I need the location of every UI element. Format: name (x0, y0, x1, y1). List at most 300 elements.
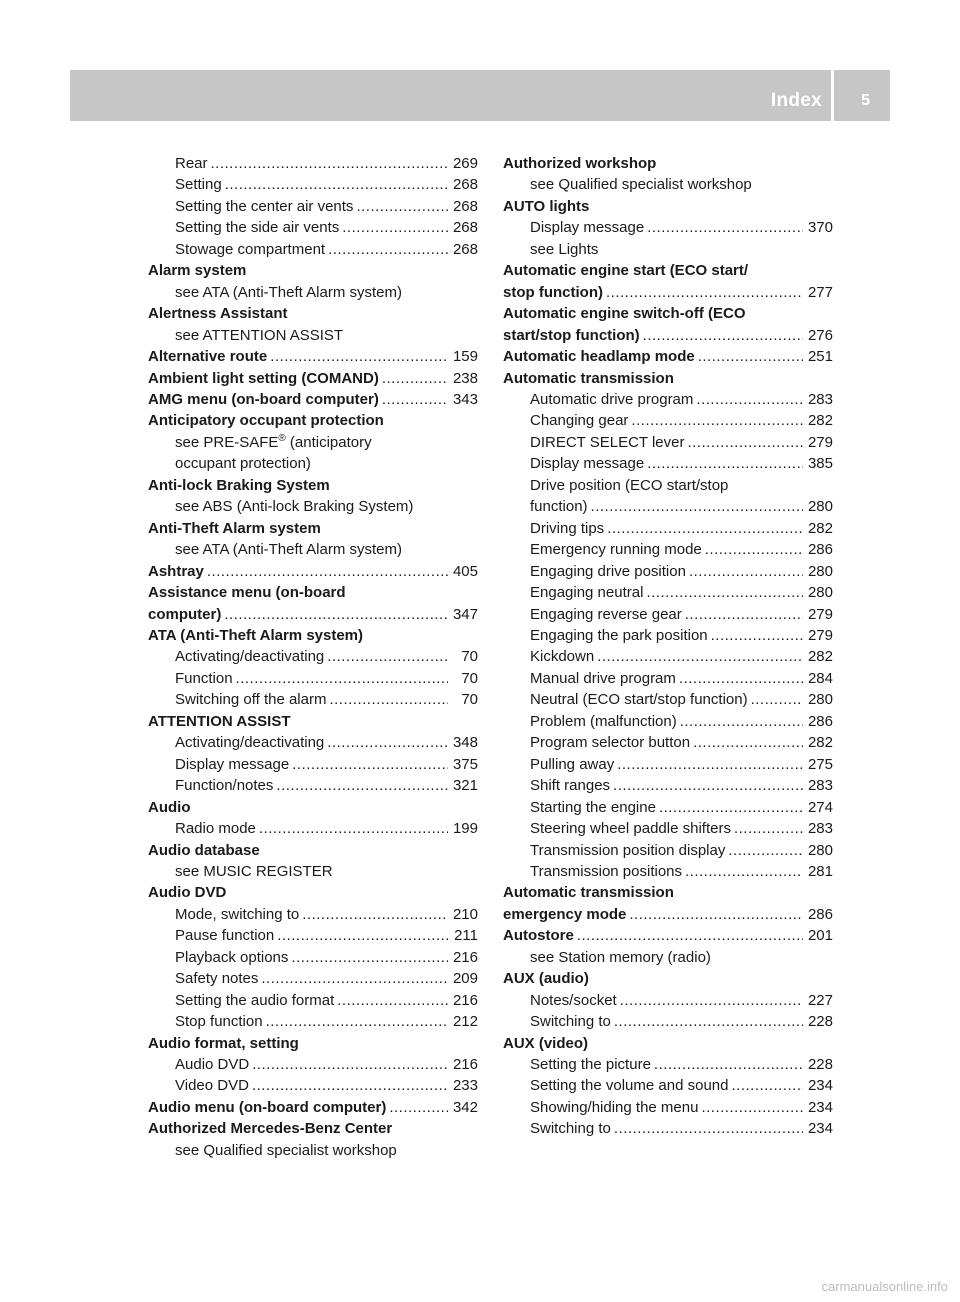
entry-label: see Qualified specialist workshop (175, 1141, 397, 1159)
entry-label: occupant protection) (175, 455, 311, 473)
entry-label: Stop function (175, 1013, 263, 1031)
page-reference[interactable]: 216 (452, 991, 478, 1009)
index-subentry (148, 1011, 478, 1032)
index-subentry (148, 689, 478, 710)
index-subentry (148, 775, 478, 796)
entry-label: Automatic transmission (503, 369, 674, 387)
entry-label: Manual drive program (530, 669, 676, 687)
index-subentry (503, 775, 833, 796)
dot-leader (679, 668, 803, 689)
index-subentry (503, 496, 833, 517)
dot-leader (693, 732, 803, 753)
page-reference[interactable]: 276 (807, 326, 833, 344)
index-subentry (503, 518, 833, 539)
dot-leader (225, 174, 448, 195)
dot-leader (356, 196, 448, 217)
index-subentry (503, 582, 833, 603)
page-reference[interactable]: 286 (807, 541, 833, 559)
page-reference[interactable]: 269 (452, 155, 478, 172)
page-reference[interactable]: 282 (807, 519, 833, 537)
entry-label: see ATTENTION ASSIST (175, 326, 344, 344)
page-reference[interactable]: 280 (807, 584, 833, 602)
entry-label: see ATA (Anti-Theft Alarm system) (175, 541, 403, 559)
entry-label: Alarm system (148, 262, 247, 280)
index-subentry (148, 453, 478, 474)
dot-leader (647, 217, 803, 238)
page-reference[interactable]: 279 (807, 605, 833, 623)
dot-leader (654, 1054, 803, 1075)
dot-leader (277, 925, 448, 946)
index-subentry (503, 754, 833, 775)
entry-label: Activating/deactivating (175, 648, 325, 666)
entry-label: Setting the side air vents (175, 219, 340, 237)
index-subentry (503, 239, 833, 260)
index-entry (148, 582, 478, 603)
index-entry (503, 325, 833, 346)
page-reference[interactable]: 268 (452, 176, 478, 194)
page-reference[interactable]: 211 (454, 927, 478, 945)
index-subentry (148, 174, 478, 195)
index-entry (148, 1033, 478, 1054)
index-entry (148, 561, 478, 582)
entry-label: AUX (video) (503, 1034, 589, 1052)
page-reference[interactable]: 348 (452, 734, 478, 752)
page-reference[interactable]: 70 (461, 669, 478, 687)
entry-label: Switching off the alarm (175, 691, 327, 709)
index-entry (503, 1033, 833, 1054)
dot-leader (696, 389, 803, 410)
dot-leader (705, 539, 803, 560)
page-reference[interactable]: 233 (452, 1077, 478, 1095)
page-reference[interactable]: 405 (452, 562, 478, 580)
index-subentry (503, 668, 833, 689)
dot-leader (266, 1011, 448, 1032)
dot-leader (698, 346, 803, 367)
entry-label: Pause function (175, 927, 275, 945)
index-entry (503, 346, 833, 367)
dot-leader (261, 968, 448, 989)
page-reference[interactable]: 209 (452, 970, 478, 988)
index-entry (503, 196, 833, 217)
entry-label: Automatic headlamp mode (503, 348, 695, 366)
index-subentry (148, 732, 478, 753)
index-subentry (503, 711, 833, 732)
index-entry (503, 904, 833, 925)
index-subentry (503, 818, 833, 839)
page-reference[interactable]: 251 (807, 348, 833, 366)
index-subentry (148, 925, 478, 946)
page-reference[interactable]: 234 (807, 1098, 833, 1116)
entry-label: Radio mode (175, 820, 256, 838)
entry-label: Anti-Theft Alarm system (148, 519, 321, 537)
index-subentry (148, 196, 478, 217)
dot-leader (613, 775, 803, 796)
entry-label: Neutral (ECO start/stop function) (530, 691, 748, 709)
page-reference[interactable]: 286 (807, 905, 833, 923)
dot-leader (614, 1011, 803, 1032)
entry-label: Anticipatory occupant protection (148, 412, 384, 430)
dot-leader (577, 925, 803, 946)
index-subentry (503, 1011, 833, 1032)
entry-label: Engaging drive position (530, 562, 686, 580)
entry-label: Activating/deactivating (175, 734, 325, 752)
index-subentry (503, 689, 833, 710)
page-reference[interactable]: 227 (807, 991, 833, 1009)
page-reference[interactable]: 385 (807, 455, 833, 473)
entry-label: Transmission position display (530, 841, 726, 859)
entry-label: Switching to (530, 1120, 611, 1138)
index-subentry (148, 947, 478, 968)
dot-leader (382, 368, 448, 389)
dot-leader (302, 904, 448, 925)
index-subentry (503, 604, 833, 625)
index-subentry (503, 861, 833, 882)
dot-leader (646, 582, 803, 603)
entry-label: AUX (audio) (503, 970, 589, 988)
index-entry (148, 797, 478, 818)
entry-label: Kickdown (530, 648, 595, 666)
dot-leader (659, 797, 803, 818)
index-column-right (503, 153, 833, 1140)
index-subentry (503, 389, 833, 410)
entry-label: Setting (175, 176, 222, 194)
dot-leader (734, 818, 803, 839)
index-entry (148, 475, 478, 496)
index-entry (503, 368, 833, 389)
entry-label: Automatic drive program (530, 390, 694, 408)
entry-label: Program selector button (530, 734, 691, 752)
index-entry (503, 153, 833, 174)
index-subentry (148, 1054, 478, 1075)
page-reference[interactable]: 280 (807, 841, 833, 859)
index-entry (148, 518, 478, 539)
index-subentry (148, 646, 478, 667)
entry-label: Automatic engine switch-off (ECO (503, 305, 746, 323)
dot-leader (728, 840, 803, 861)
page-reference[interactable]: 216 (452, 948, 478, 966)
index-subentry (503, 1118, 833, 1139)
index-subentry (503, 174, 833, 195)
index-entry (148, 711, 478, 732)
index-subentry (503, 625, 833, 646)
index-subentry (503, 1054, 833, 1075)
entry-label: AUTO lights (503, 197, 590, 215)
dot-leader (337, 990, 448, 1011)
entry-label: ATA (Anti-Theft Alarm system) (148, 626, 364, 644)
dot-leader (276, 775, 448, 796)
index-column-left (148, 153, 478, 1161)
index-subentry (148, 904, 478, 925)
entry-label: Anti-lock Braking System (148, 476, 330, 494)
dot-leader (751, 689, 803, 710)
page-reference[interactable]: 370 (807, 219, 833, 237)
entry-label: Setting the picture (530, 1056, 651, 1074)
entry-label: Starting the engine (530, 798, 656, 816)
index-subentry (148, 239, 478, 260)
dot-leader (329, 689, 448, 710)
index-subentry (148, 432, 478, 453)
entry-label: Assistance menu (on-board (148, 584, 346, 602)
page-reference[interactable]: 343 (452, 390, 478, 408)
index-subentry (503, 410, 833, 431)
entry-label: AMG menu (on-board computer) (148, 390, 379, 408)
index-subentry (148, 968, 478, 989)
dot-leader (643, 325, 803, 346)
page-reference[interactable]: 281 (807, 862, 833, 880)
index-subentry (148, 861, 478, 882)
page-reference[interactable]: 283 (807, 390, 833, 408)
dot-leader (207, 561, 448, 582)
entry-label: Driving tips (530, 519, 605, 537)
index-subentry (503, 732, 833, 753)
page-reference[interactable]: 284 (807, 669, 833, 687)
entry-label: see Station memory (radio) (530, 948, 711, 966)
page-reference[interactable]: 212 (452, 1013, 478, 1031)
entry-label: Steering wheel paddle shifters (530, 820, 731, 838)
page-reference[interactable]: 228 (807, 1056, 833, 1074)
dot-leader (382, 389, 448, 410)
dot-leader (211, 153, 448, 174)
index-subentry (148, 990, 478, 1011)
entry-label: Ambient light setting (COMAND) (148, 369, 379, 387)
entry-label: computer) (148, 605, 222, 623)
entry-label: Rear (175, 155, 208, 172)
index-entry (148, 346, 478, 367)
entry-label: Setting the audio format (175, 991, 335, 1009)
page-number: 5 (861, 92, 870, 109)
index-subentry (148, 217, 478, 238)
index-subentry (503, 840, 833, 861)
dot-leader (731, 1075, 803, 1096)
entry-label: Function (175, 669, 233, 687)
index-subentry (503, 432, 833, 453)
index-entry (148, 1118, 478, 1139)
entry-label: see Lights (530, 240, 599, 258)
index-header-bar (70, 70, 890, 121)
page-reference[interactable]: 238 (452, 369, 478, 387)
entry-label: Setting the volume and sound (530, 1077, 729, 1095)
entry-label: Safety notes (175, 970, 259, 988)
entry-label: function) (530, 498, 588, 516)
index-subentry (148, 153, 478, 174)
dot-leader (701, 1097, 803, 1118)
page-reference[interactable]: 280 (807, 691, 833, 709)
dot-leader (224, 604, 448, 625)
page-reference[interactable]: 286 (807, 712, 833, 730)
page-reference[interactable]: 282 (807, 734, 833, 752)
entry-label: Audio menu (on-board computer) (148, 1098, 387, 1116)
index-entry (503, 968, 833, 989)
index-entry (148, 368, 478, 389)
entry-label: Automatic engine start (ECO start/ (503, 262, 749, 280)
entry-label: see Qualified specialist workshop (530, 176, 752, 194)
entry-label: Engaging the park position (530, 626, 708, 644)
page-reference[interactable]: 234 (807, 1077, 833, 1095)
index-entry (148, 840, 478, 861)
page-reference[interactable]: 283 (807, 777, 833, 795)
page-reference[interactable]: 268 (452, 197, 478, 215)
entry-label: Playback options (175, 948, 289, 966)
page-reference[interactable]: 277 (807, 283, 833, 301)
dot-leader (689, 561, 803, 582)
index-subentry (503, 947, 833, 968)
page-reference[interactable]: 234 (807, 1120, 833, 1138)
page-reference[interactable]: 280 (807, 498, 833, 516)
entry-label: Audio database (148, 841, 260, 859)
entry-label: Display message (175, 755, 290, 773)
dot-leader (292, 754, 448, 775)
page-reference[interactable]: 228 (807, 1013, 833, 1031)
index-entry (503, 282, 833, 303)
dot-leader (342, 217, 448, 238)
entry-label: emergency mode (503, 905, 627, 923)
dot-leader (614, 1118, 803, 1139)
watermark: carmanualsonline.info (821, 1279, 948, 1294)
index-subentry (148, 282, 478, 303)
page-reference[interactable]: 70 (461, 648, 478, 666)
index-subentry (503, 561, 833, 582)
index-subentry (503, 539, 833, 560)
entry-label: see ATA (Anti-Theft Alarm system) (175, 283, 403, 301)
entry-label: see MUSIC REGISTER (175, 862, 333, 880)
index-subentry (503, 990, 833, 1011)
dot-leader (620, 990, 803, 1011)
entry-label: Function/notes (175, 777, 274, 795)
index-entry (148, 625, 478, 646)
entry-label: Engaging neutral (530, 584, 644, 602)
header-divider (831, 70, 834, 121)
entry-label: Audio DVD (148, 884, 227, 902)
dot-leader (328, 239, 448, 260)
entry-label: Audio DVD (175, 1056, 250, 1074)
index-entry (148, 604, 478, 625)
entry-label: Automatic transmission (503, 884, 674, 902)
page-reference[interactable]: 159 (452, 348, 478, 366)
entry-label: Changing gear (530, 412, 629, 430)
dot-leader (252, 1075, 448, 1096)
index-subentry (148, 496, 478, 517)
entry-label: Drive position (ECO start/stop (530, 476, 729, 494)
dot-leader (327, 646, 448, 667)
entry-label: Audio (148, 798, 191, 816)
entry-label: stop function) (503, 283, 603, 301)
dot-leader (327, 732, 448, 753)
index-entry (148, 260, 478, 281)
index-entry (148, 882, 478, 903)
dot-leader (606, 282, 803, 303)
dot-leader (270, 346, 448, 367)
entry-label: Mode, switching to (175, 905, 300, 923)
index-entry (148, 1097, 478, 1118)
dot-leader (629, 904, 803, 925)
page-reference[interactable]: 342 (452, 1098, 478, 1116)
page-reference[interactable]: 321 (452, 777, 478, 795)
index-title: Index (770, 90, 822, 111)
entry-label: start/stop function) (503, 326, 640, 344)
page-reference[interactable]: 282 (807, 648, 833, 666)
dot-leader (688, 432, 804, 453)
entry-label: Engaging reverse gear (530, 605, 682, 623)
entry-label: Setting the center air vents (175, 197, 354, 215)
dot-leader (291, 947, 448, 968)
page-reference[interactable]: 375 (452, 755, 478, 773)
dot-leader (631, 410, 803, 431)
index-entry (503, 925, 833, 946)
entry-label: Alternative route (148, 348, 268, 366)
entry-label: see ABS (Anti-lock Braking System) (175, 498, 414, 516)
index-entry (148, 303, 478, 324)
dot-leader (617, 754, 803, 775)
entry-label: Notes/socket (530, 991, 617, 1009)
entry-label: Display message (530, 455, 645, 473)
index-subentry (148, 668, 478, 689)
index-subentry (503, 646, 833, 667)
page-reference[interactable]: 279 (807, 433, 833, 451)
index-subentry (148, 754, 478, 775)
page-reference[interactable]: 268 (452, 219, 478, 237)
entry-label: Display message (530, 219, 645, 237)
dot-leader (685, 861, 803, 882)
entry-label: Authorized workshop (503, 155, 657, 172)
entry-label: Audio format, setting (148, 1034, 299, 1052)
dot-leader (252, 1054, 448, 1075)
page-reference[interactable]: 70 (461, 691, 478, 709)
entry-label: Switching to (530, 1013, 611, 1031)
page-reference[interactable]: 275 (807, 755, 833, 773)
page-reference[interactable]: 216 (452, 1056, 478, 1074)
page-reference[interactable]: 279 (807, 626, 833, 644)
page-reference[interactable]: 282 (807, 412, 833, 430)
index-subentry (148, 1075, 478, 1096)
page-reference[interactable]: 201 (807, 927, 833, 945)
dot-leader (680, 711, 803, 732)
dot-leader (591, 496, 803, 517)
dot-leader (685, 604, 803, 625)
page-reference[interactable]: 280 (807, 562, 833, 580)
page-reference[interactable]: 283 (807, 820, 833, 838)
dot-leader (236, 668, 448, 689)
page-reference[interactable]: 199 (452, 820, 478, 838)
entry-label: Autostore (503, 927, 574, 945)
index-entry (503, 303, 833, 324)
dot-leader (597, 646, 803, 667)
entry-label: DIRECT SELECT lever (530, 433, 685, 451)
entry-label: Pulling away (530, 755, 615, 773)
index-subentry (503, 797, 833, 818)
entry-label: Authorized Mercedes-Benz Center (148, 1120, 393, 1138)
page-reference[interactable]: 268 (452, 240, 478, 258)
index-subentry (503, 1097, 833, 1118)
index-subentry (148, 1140, 478, 1161)
page-reference[interactable]: 210 (452, 905, 478, 923)
index-subentry (503, 217, 833, 238)
entry-label: Problem (malfunction) (530, 712, 677, 730)
dot-leader (607, 518, 803, 539)
entry-label: Stowage compartment (175, 240, 326, 258)
index-subentry (503, 453, 833, 474)
index-subentry (503, 475, 833, 496)
index-entry (503, 882, 833, 903)
index-entry (148, 410, 478, 431)
entry-label: ATTENTION ASSIST (148, 712, 291, 730)
dot-leader (711, 625, 803, 646)
page-reference[interactable]: 274 (807, 798, 833, 816)
entry-label: Video DVD (175, 1077, 249, 1095)
index-subentry (148, 325, 478, 346)
page-reference[interactable]: 347 (452, 605, 478, 623)
index-subentry (148, 539, 478, 560)
index-entry (148, 389, 478, 410)
